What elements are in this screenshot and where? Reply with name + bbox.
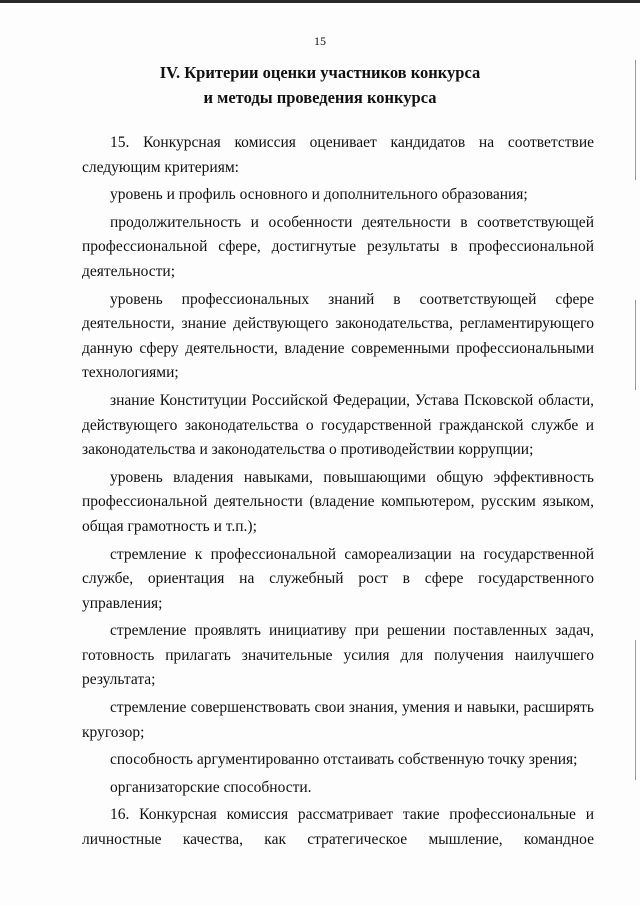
scan-top-border xyxy=(0,0,640,3)
criterion-legal-knowledge: знание Конституции Российской Федерации, Устава Псковской области, действующего законодательства о государственной гражданской службе и законодательства и законодательства о противодействии коррупции; xyxy=(82,391,594,459)
section-heading-line-2: и методы проведения конкурса xyxy=(203,88,437,107)
page-number: 15 xyxy=(314,34,326,48)
criterion-self-improvement: стремление совершенствовать свои знания, умения и навыки, расширять кругозор; xyxy=(82,699,594,741)
paragraph-16-intro: 16. Конкурсная комиссия рассматривает такие профессиональные и личностные качества, как стратегическое мышление, командное xyxy=(82,806,594,849)
criterion-professional-knowledge: уровень профессиональных знаний в соответствующей сфере деятельности, знание действующего законодательства, регламентирующего данную сферу деятельности, владение современными профессиональными технологиями; xyxy=(82,290,594,382)
paragraph-15-intro: 15. Конкурсная комиссия оценивает кандидатов на соответствие следующим критериям: xyxy=(82,134,594,176)
scan-edge-mark xyxy=(635,640,636,780)
section-heading-line-1: IV. Критерии оценки участников конкурса xyxy=(159,63,481,82)
document-body xyxy=(82,131,594,853)
criterion-argumentation: способность аргументированно отстаивать собственную точку зрения; xyxy=(110,751,578,769)
scan-edge-mark xyxy=(635,300,636,390)
criterion-organization: организаторские способности. xyxy=(110,778,312,796)
criterion-skills: уровень владения навыками, повышающими общую эффективность профессиональной деятельности (владение компьютером, русским языком, общая грамотность и т.п.); xyxy=(82,468,594,535)
criterion-self-realization: стремление к профессиональной самореализации на государственной службе, ориентация на служебный рост в сфере государственного управления; xyxy=(82,545,594,612)
criterion-initiative: стремление проявлять инициативу при решении поставленных задач, готовность прилагать значительные усилия для получения наилучшего результата; xyxy=(82,622,594,689)
criterion-experience: продолжительность и особенности деятельности в соответствующей профессиональной сфере, достигнутые результаты в профессиональной деятельности; xyxy=(82,213,594,280)
criterion-education: уровень и профиль основного и дополнительного образования; xyxy=(110,186,528,204)
